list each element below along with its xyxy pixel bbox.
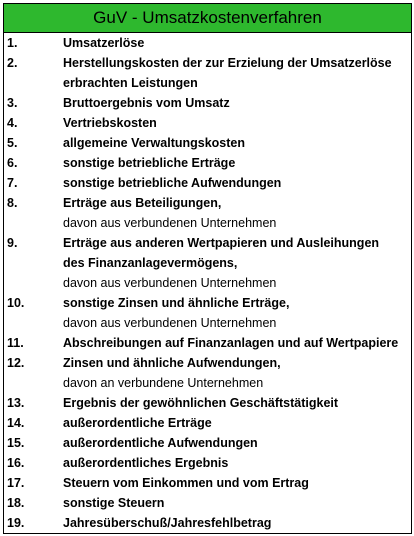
- item-number: 15.: [7, 436, 25, 450]
- item-number: 17.: [7, 476, 25, 490]
- list-item: [4, 433, 411, 453]
- item-line: Zinsen und ähnliche Aufwendungen,: [63, 356, 281, 370]
- item-text: [63, 353, 411, 393]
- item-number: 2.: [7, 56, 18, 70]
- item-number: 12.: [7, 356, 25, 370]
- item-subline: davon aus verbundenen Unternehmen: [63, 216, 277, 230]
- item-line: Umsatzerlöse: [63, 36, 145, 50]
- item-text: [63, 293, 411, 333]
- item-number: 19.: [7, 516, 25, 530]
- item-line: außerordentliches Ergebnis: [63, 456, 229, 470]
- item-number: 16.: [7, 456, 25, 470]
- item-text: [63, 473, 411, 493]
- item-number: 8.: [7, 196, 18, 210]
- list-item: [4, 133, 411, 153]
- item-line: Abschreibungen auf Finanzanlagen und auf Wertpapiere: [63, 336, 399, 350]
- list-item: [4, 473, 411, 493]
- item-line: außerordentliche Erträge: [63, 416, 212, 430]
- item-subline: davon aus verbundenen Unternehmen: [63, 276, 277, 290]
- item-text: [63, 193, 411, 233]
- item-text: [63, 233, 411, 293]
- item-line: des Finanzanlagevermögens,: [63, 256, 238, 270]
- item-text: [63, 433, 411, 453]
- item-number: 10.: [7, 296, 25, 310]
- list-item: [4, 93, 411, 113]
- item-subline: davon aus verbundenen Unternehmen: [63, 316, 277, 330]
- list-item: [4, 173, 411, 193]
- item-text: [63, 513, 411, 533]
- item-number: 3.: [7, 96, 18, 110]
- item-text: [63, 393, 411, 413]
- list-item: [4, 153, 411, 173]
- item-line: Herstellungskosten der zur Erzielung der Umsatzerlöse: [63, 56, 392, 70]
- item-line: sonstige Steuern: [63, 496, 165, 510]
- item-line: sonstige betriebliche Aufwendungen: [63, 176, 282, 190]
- list-item: [4, 333, 411, 353]
- list-item: [4, 113, 411, 133]
- list-item: [4, 493, 411, 513]
- item-number: 18.: [7, 496, 25, 510]
- list-item: [4, 53, 411, 93]
- item-text: [63, 493, 411, 513]
- item-line: sonstige betriebliche Erträge: [63, 156, 236, 170]
- list-item: [4, 193, 411, 233]
- list-item: [4, 413, 411, 433]
- item-number: 9.: [7, 236, 18, 250]
- item-number: 6.: [7, 156, 18, 170]
- item-text: [63, 113, 411, 133]
- item-text: [63, 453, 411, 473]
- item-line: Erträge aus Beteiligungen,: [63, 196, 222, 210]
- item-line: sonstige Zinsen und ähnliche Erträge,: [63, 296, 290, 310]
- list-item: [4, 513, 411, 533]
- item-text: [63, 133, 411, 153]
- item-line: Ergebnis der gewöhnlichen Geschäftstätigkeit: [63, 396, 339, 410]
- list-item: [4, 233, 411, 293]
- item-line: außerordentliche Aufwendungen: [63, 436, 258, 450]
- list-item: [4, 33, 411, 53]
- item-number: 1.: [7, 36, 18, 50]
- item-line: Erträge aus anderen Wertpapieren und Ausleihungen: [63, 236, 380, 250]
- guv-table: [3, 3, 412, 534]
- item-text: [63, 333, 411, 353]
- item-text: [63, 33, 411, 53]
- item-number: 4.: [7, 116, 18, 130]
- item-line: allgemeine Verwaltungskosten: [63, 136, 246, 150]
- item-number: 14.: [7, 416, 25, 430]
- list-item: [4, 453, 411, 473]
- list-item: [4, 353, 411, 393]
- item-number: 11.: [7, 336, 24, 350]
- item-number: 5.: [7, 136, 18, 150]
- item-line: erbrachten Leistungen: [63, 76, 198, 90]
- item-line: Jahresüberschuß/Jahresfehlbetrag: [63, 516, 272, 530]
- item-number: 7.: [7, 176, 18, 190]
- item-line: Bruttoergebnis vom Umsatz: [63, 96, 230, 110]
- item-text: [63, 413, 411, 433]
- item-line: Steuern vom Einkommen und vom Ertrag: [63, 476, 309, 490]
- item-text: [63, 153, 411, 173]
- item-text: [63, 53, 411, 93]
- table-title: GuV - Umsatzkostenverfahren: [4, 4, 411, 33]
- item-text: [63, 173, 411, 193]
- item-subline: davon an verbundene Unternehmen: [63, 376, 264, 390]
- item-list: [4, 33, 411, 533]
- item-line: Vertriebskosten: [63, 116, 157, 130]
- list-item: [4, 293, 411, 333]
- item-number: 13.: [7, 396, 25, 410]
- item-text: [63, 93, 411, 113]
- list-item: [4, 393, 411, 413]
